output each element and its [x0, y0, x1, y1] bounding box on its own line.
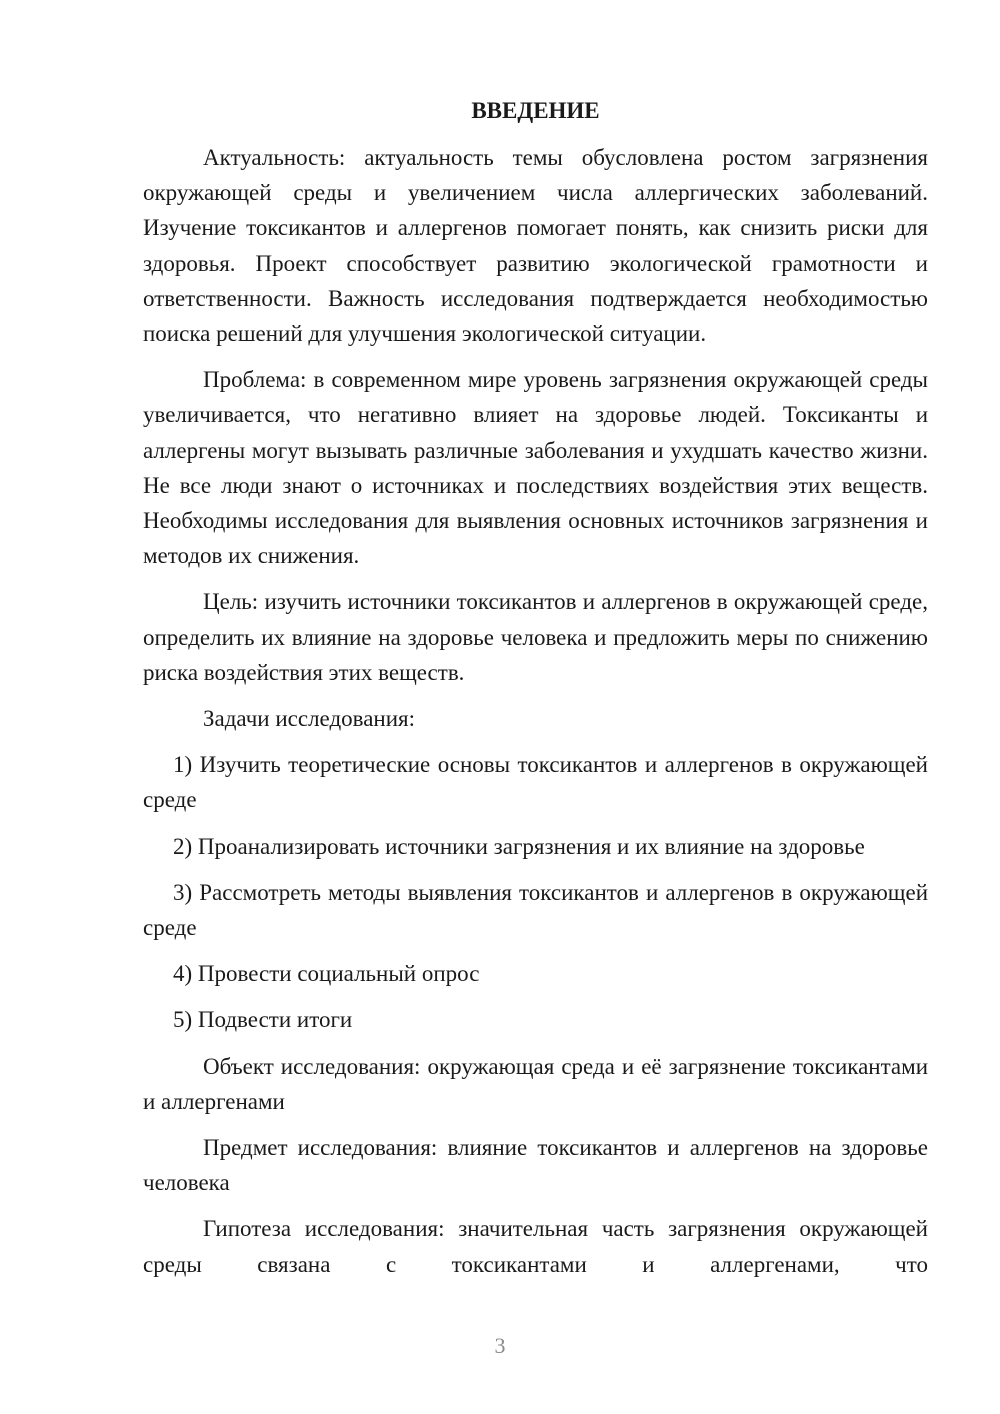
task-item-4: 4) Провести социальный опрос	[173, 961, 480, 987]
page-number: 3	[494, 1333, 506, 1358]
hypothesis-paragraph: Гипотеза исследования: значительная часть загрязнения окружающей среды связана с токсикантами и аллергенами, что	[143, 1216, 928, 1277]
page-content	[143, 96, 928, 1293]
subject-paragraph: Предмет исследования: влияние токсикантов и аллергенов на здоровье человека	[143, 1135, 928, 1196]
task-item-3: 3) Рассмотреть методы выявления токсикантов и аллергенов в окружающей среде	[143, 879, 928, 941]
object-paragraph: Объект исследования: окружающая среда и её загрязнение токсикантами и аллергенами	[143, 1053, 928, 1114]
problem-paragraph: Проблема: в современном мире уровень загрязнения окружающей среды увеличивается, что негативно влияет на здоровье людей. Токсиканты и аллергены могут вызывать различные заболевания и ухудшать качество жизни. Не все люди знают о источниках и последствиях воздействия этих веществ. Необходимы исследования для выявления основных источников загрязнения и методов их снижения.	[143, 367, 928, 569]
task-item-2: 2) Проанализировать источники загрязнения и их влияние на здоровье	[173, 833, 865, 859]
task-item-1: 1) Изучить теоретические основы токсикантов и аллергенов в окружающей среде	[143, 752, 928, 813]
tasks-heading: Задачи исследования:	[203, 706, 416, 732]
relevance-paragraph: Актуальность: актуальность темы обусловлена ростом загрязнения окружающей среды и увеличением числа аллергических заболеваний. Изучение токсикантов и аллергенов помогает понять, как снизить риски для здоровья. Проект способствует развитию экологической грамотности и ответственности. Важность исследования подтверждается необходимостью поиска решений для улучшения экологической ситуации.	[143, 145, 928, 347]
section-title: ВВЕДЕНИЕ	[471, 98, 600, 123]
goal-paragraph: Цель: изучить источники токсикантов и аллергенов в окружающей среде, определить их влияние на здоровье человека и предложить меры по снижению риска воздействия этих веществ.	[143, 589, 928, 685]
task-item-5: 5) Подвести итоги	[173, 1007, 353, 1033]
